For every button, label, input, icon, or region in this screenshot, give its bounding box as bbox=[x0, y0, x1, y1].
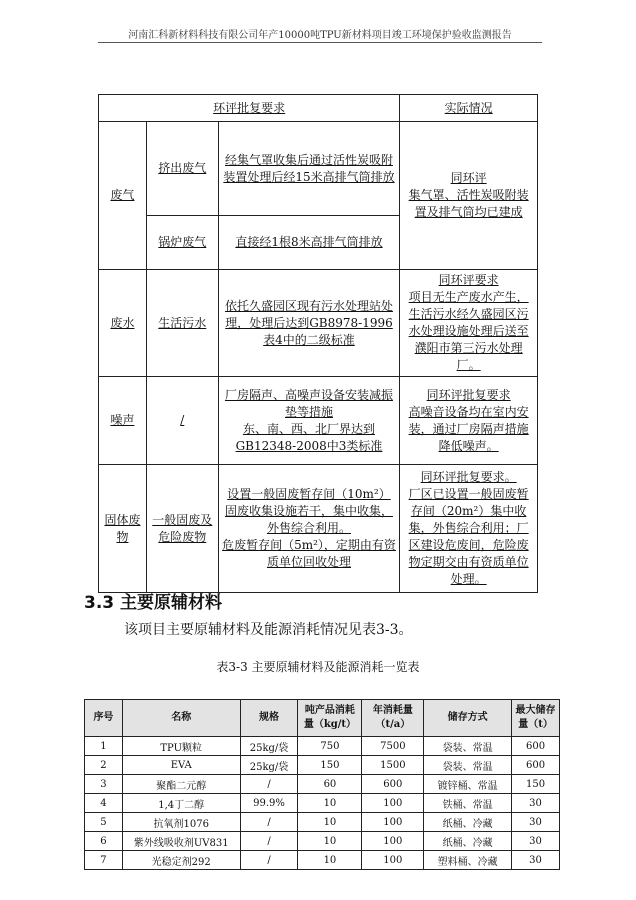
materials-cell: 10 bbox=[298, 851, 362, 870]
category-cell: 废气 bbox=[99, 122, 147, 270]
table-row bbox=[85, 832, 560, 851]
col-header-actual: 实际情况 bbox=[400, 95, 538, 122]
materials-cell: 7500 bbox=[362, 737, 424, 756]
table-row bbox=[85, 851, 560, 870]
materials-cell: 6 bbox=[85, 832, 123, 851]
actual-cell: 同环评要求 项目无生产废水产生，生活污水经久盛园区污水处理设施处理后送至濮阳市第三污水处理厂。 bbox=[400, 270, 538, 377]
materials-cell: 1 bbox=[85, 737, 123, 756]
materials-cell: 塑料桶、冷藏 bbox=[424, 851, 512, 870]
materials-cell: 纸桶、冷藏 bbox=[424, 832, 512, 851]
materials-cell: 聚酯二元醇 bbox=[122, 775, 240, 794]
materials-col-header: 名称 bbox=[122, 700, 240, 737]
materials-cell: 袋装、常温 bbox=[424, 756, 512, 775]
materials-cell: 750 bbox=[298, 737, 362, 756]
materials-cell: 7 bbox=[85, 851, 123, 870]
materials-cell: 纸桶、冷藏 bbox=[424, 813, 512, 832]
requirement-cell: 直接经1根8米高排气筒排放 bbox=[218, 216, 400, 270]
materials-col-header: 年消耗量（t/a） bbox=[362, 700, 424, 737]
table-row bbox=[85, 756, 560, 775]
materials-cell: 25kg/袋 bbox=[240, 756, 298, 775]
materials-cell: TPU颗粒 bbox=[122, 737, 240, 756]
col-header-requirement: 环评批复要求 bbox=[99, 95, 400, 122]
section-paragraph: 该项目主要原辅材料及能源消耗情况见表3-3。 bbox=[124, 622, 413, 638]
materials-cell: 3 bbox=[85, 775, 123, 794]
materials-cell: 30 bbox=[512, 794, 560, 813]
materials-col-header: 序号 bbox=[85, 700, 123, 737]
approval-comparison-table bbox=[98, 94, 538, 593]
materials-cell: 60 bbox=[298, 775, 362, 794]
category-cell: 固体废物 bbox=[99, 465, 147, 593]
subcategory-cell: 生活污水 bbox=[146, 270, 218, 377]
category-cell: 废水 bbox=[99, 270, 147, 377]
subcategory-cell: 挤出废气 bbox=[146, 122, 218, 216]
materials-col-header: 吨产品消耗量（kg/t） bbox=[298, 700, 362, 737]
materials-cell: 铁桶、常温 bbox=[424, 794, 512, 813]
materials-cell: 100 bbox=[362, 832, 424, 851]
materials-cell: 600 bbox=[512, 756, 560, 775]
header-rule bbox=[98, 42, 542, 43]
materials-cell: / bbox=[240, 832, 298, 851]
subcategory-cell: 锅炉废气 bbox=[146, 216, 218, 270]
materials-cell: 10 bbox=[298, 794, 362, 813]
materials-cell: EVA bbox=[122, 756, 240, 775]
table-row bbox=[85, 813, 560, 832]
materials-cell: 10 bbox=[298, 832, 362, 851]
page-header: 河南汇科新材料科技有限公司年产10000吨TPU新材料项目竣工环境保护验收监测报告 bbox=[128, 30, 512, 41]
materials-cell: 镀锌桶、常温 bbox=[424, 775, 512, 794]
materials-cell: 1,4丁二醇 bbox=[122, 794, 240, 813]
table-row bbox=[85, 737, 560, 756]
materials-cell: / bbox=[240, 775, 298, 794]
materials-cell: 600 bbox=[512, 737, 560, 756]
table-caption: 表3-3 主要原辅材料及能源消耗一览表 bbox=[216, 660, 420, 674]
actual-cell: 同环评批复要求。 厂区已设置一般固废暂存间（20m²）集中收集，外售综合利用；厂区建设危废间，危险废物定期交由有资质单位处理。 bbox=[400, 465, 538, 593]
materials-cell: 4 bbox=[85, 794, 123, 813]
materials-cell: 99.9% bbox=[240, 794, 298, 813]
materials-cell: 30 bbox=[512, 813, 560, 832]
materials-cell: 2 bbox=[85, 756, 123, 775]
materials-cell: 100 bbox=[362, 851, 424, 870]
materials-col-header: 规格 bbox=[240, 700, 298, 737]
materials-table bbox=[84, 699, 560, 870]
materials-cell: 600 bbox=[362, 775, 424, 794]
table-row bbox=[85, 775, 560, 794]
materials-cell: 光稳定剂292 bbox=[122, 851, 240, 870]
materials-cell: 25kg/袋 bbox=[240, 737, 298, 756]
materials-cell: 抗氧剂1076 bbox=[122, 813, 240, 832]
materials-cell: 10 bbox=[298, 813, 362, 832]
materials-col-header: 储存方式 bbox=[424, 700, 512, 737]
materials-cell: 30 bbox=[512, 832, 560, 851]
table-row bbox=[85, 794, 560, 813]
requirement-cell: 设置一般固废暂存间（10m²）固废收集设施若干，集中收集，外售综合利用。 危废暂存间（5m²），定期由有资质单位回收处理 bbox=[218, 465, 400, 593]
requirement-cell: 经集气罩收集后通过活性炭吸附装置处理后经15米高排气筒排放 bbox=[218, 122, 400, 216]
materials-cell: 100 bbox=[362, 794, 424, 813]
materials-cell: 150 bbox=[298, 756, 362, 775]
section-title: 3.3 主要原辅材料 bbox=[84, 593, 223, 613]
materials-cell: / bbox=[240, 851, 298, 870]
subcategory-cell: / bbox=[146, 377, 218, 465]
materials-cell: 150 bbox=[512, 775, 560, 794]
materials-cell: 袋装、常温 bbox=[424, 737, 512, 756]
materials-cell: 30 bbox=[512, 851, 560, 870]
materials-cell: 紫外线吸收剂UV831 bbox=[122, 832, 240, 851]
materials-cell: 100 bbox=[362, 813, 424, 832]
materials-col-header: 最大储存量（t） bbox=[512, 700, 560, 737]
category-cell: 噪声 bbox=[99, 377, 147, 465]
materials-cell: / bbox=[240, 813, 298, 832]
materials-cell: 1500 bbox=[362, 756, 424, 775]
requirement-cell: 厂房隔声、高噪声设备安装减振垫等措施 东、南、西、北厂界达到GB12348-2008中3类标准 bbox=[218, 377, 400, 465]
materials-cell: 5 bbox=[85, 813, 123, 832]
actual-cell: 同环评批复要求 高噪音设备均在室内安装，通过厂房隔声措施降低噪声。 bbox=[400, 377, 538, 465]
requirement-cell: 依托久盛园区现有污水处理站处理，处理后达到GB8978-1996表4中的二级标准 bbox=[218, 270, 400, 377]
subcategory-cell: 一般固废及危险废物 bbox=[146, 465, 218, 593]
actual-cell: 同环评 集气罩、活性炭吸附装置及排气筒均已建成 bbox=[400, 122, 538, 270]
